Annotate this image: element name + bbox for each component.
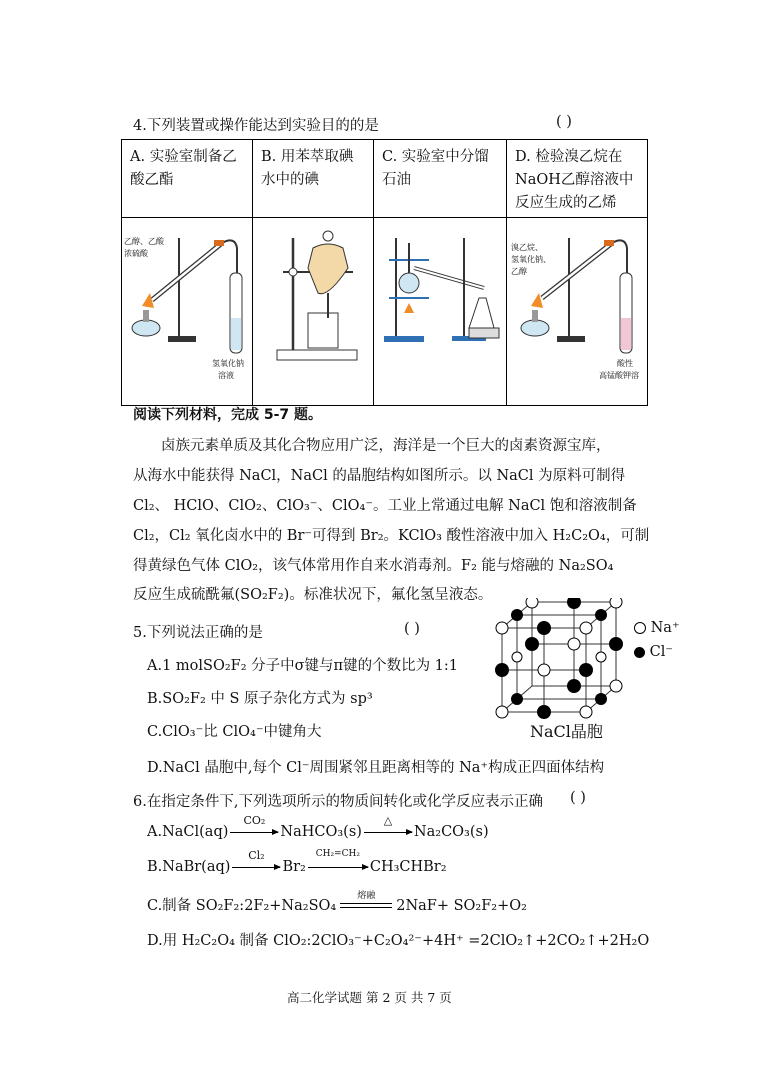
reading-line-4: Cl₂，Cl₂ 氧化卤水中的 Br⁻可得到 Br₂。KClO₃ 酸性溶液中加入 H₂C₂O₄，可制: [133, 528, 650, 544]
q6-option-c: [147, 891, 527, 915]
label-d-tube-1: 酸性: [617, 359, 633, 368]
q6-answer-paren: ( ): [570, 790, 586, 806]
q6-b-intermediate: Br₂: [282, 859, 306, 875]
page-footer: 高二化学试题 第 2 页 共 7 页: [287, 990, 452, 1005]
q4-option-a: A. 实验室制备乙酸乙酯: [130, 149, 237, 188]
na-ion-marker: [634, 622, 646, 634]
label-d-reagent-1: 溴乙烷、: [511, 243, 543, 252]
q4-table: [121, 139, 648, 406]
q5-option-b: B.SO₂F₂ 中 S 原子杂化方式为 sp³: [147, 691, 373, 707]
distillation-apparatus-diagram: [374, 218, 506, 401]
label-a-reagent-2: 浓硫酸: [124, 249, 148, 258]
q6-a-arrow-2: [364, 814, 412, 838]
label-d-tube-2: 高锰酸钾溶: [599, 371, 639, 380]
q4-stem: 4.下列装置或操作能达到实验目的的是: [133, 118, 379, 134]
q4-option-d: D. 检验溴乙烷在NaOH乙醇溶液中反应生成的乙烯: [515, 149, 634, 211]
label-a-tube-1: 氢氧化钠: [212, 359, 244, 368]
q6-b-arrow-2: [308, 849, 368, 873]
q4-option-b: B. 用苯萃取碘水中的碘: [261, 149, 354, 188]
nacl-unit-cell-diagram: [490, 598, 630, 720]
q6-option-a: [147, 814, 489, 840]
q5-stem: 5.下列说法正确的是: [133, 625, 263, 641]
reading-title: 阅读下列材料，完成 5-7 题。: [133, 407, 323, 423]
q6-c-products: 2NaF+ SO₂F₂+O₂: [396, 898, 527, 914]
q6-c-reactants: C.制备 SO₂F₂:2F₂+Na₂SO₄: [147, 898, 337, 914]
q6-a-arrow-2-label: △: [383, 814, 393, 827]
separatory-funnel-diagram: [253, 218, 373, 401]
label-d-reagent-3: 乙醇: [511, 267, 527, 276]
q5-option-d: D.NaCl 晶胞中,每个 Cl⁻周围紧邻且距离相等的 Na⁺构成正四面体结构: [147, 760, 605, 776]
q5-answer-paren: ( ): [404, 621, 420, 637]
reading-line-6: 反应生成硫酰氟(SO₂F₂)。标准状况下，氟化氢呈液态。: [133, 587, 493, 603]
reading-line-1: 卤族元素单质及其化合物应用广泛，海洋是一个巨大的卤素资源宝库，: [161, 438, 611, 454]
legend-cl-label: Cl⁻: [649, 644, 673, 660]
q6-b-arrow-1: [232, 849, 280, 873]
reading-line-2: 从海水中能获得 NaCl，NaCl 的晶胞结构如图所示。以 NaCl 为原料可制得: [133, 468, 626, 484]
legend-na: [634, 620, 680, 636]
q4-answer-paren: ( ): [556, 114, 572, 130]
reading-line-3: Cl₂、 HClO、ClO₂、ClO₃⁻、ClO₄⁻。工业上常通过电解 NaCl 饱和溶液制备: [133, 498, 637, 514]
reading-line-5: 得黄绿色气体 ClO₂，该气体常用作自来水消毒剂。F₂ 能与熔融的 Na₂SO₄: [133, 558, 614, 574]
q6-option-d: D.用 H₂C₂O₄ 制备 ClO₂:2ClO₃⁻+C₂O₄²⁻+4H⁺ =2ClO₂↑+2CO₂↑+2H₂O: [147, 933, 650, 949]
label-a-reagent-1: 乙醇、乙酸: [124, 237, 164, 246]
q6-a-arrow-1-label: CO₂: [243, 814, 266, 827]
q6-c-equals: [340, 891, 392, 912]
cl-ion-marker: [634, 647, 645, 658]
q6-b-reactant: B.NaBr(aq): [147, 859, 231, 875]
q6-b-product: CH₃CHBr₂: [369, 859, 447, 875]
q6-option-b: [147, 849, 447, 875]
q5-option-c: C.ClO₃⁻比 ClO₄⁻中键角大: [147, 724, 322, 740]
q6-a-intermediate: NaHCO₃(s): [280, 824, 362, 840]
label-a-tube-2: 溶液: [218, 371, 234, 380]
q6-b-arrow-1-label: Cl₂: [248, 849, 265, 862]
q6-a-product: Na₂CO₃(s): [413, 824, 489, 840]
q6-stem: 6.在指定条件下,下列选项所示的物质间转化或化学反应表示正确: [133, 794, 543, 810]
q6-c-condition: 熔融: [357, 891, 376, 901]
q6-b-arrow-2-label: CH₂=CH₂: [315, 849, 360, 859]
q4-option-c: C. 实验室中分馏石油: [382, 149, 489, 188]
q6-a-arrow-1: [230, 814, 278, 838]
crystal-caption: NaCl晶胞: [530, 722, 603, 741]
label-d-reagent-2: 氢氧化钠、: [511, 255, 551, 264]
legend-cl: [634, 644, 673, 660]
q5-option-a: A.1 molSO₂F₂ 分子中σ键与π键的个数比为 1:1: [147, 658, 459, 674]
legend-na-label: Na⁺: [650, 620, 680, 636]
q6-a-reactant: A.NaCl(aq): [147, 824, 229, 840]
